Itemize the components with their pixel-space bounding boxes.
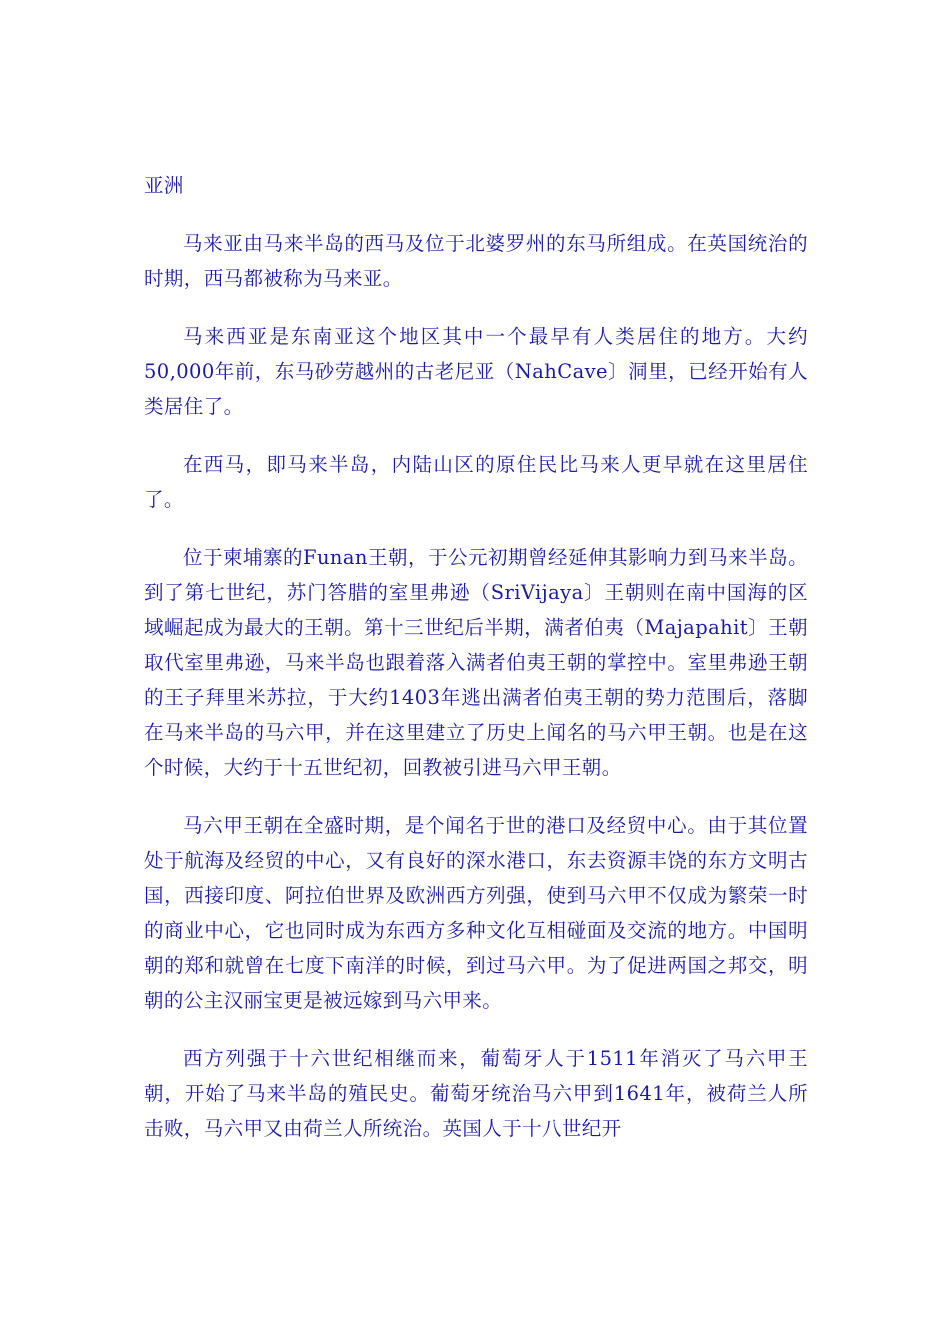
paragraph-2: 马来西亚是东南亚这个地区其中一个最早有人类居住的地方。大约50,000年前，东马砂劳越州的古老尼亚（NahCave〕洞里，已经开始有人类居住了。 bbox=[144, 325, 808, 418]
document-page bbox=[144, 168, 808, 1169]
paragraph-4: 位于柬埔寨的Funan王朝，于公元初期曾经延伸其影响力到马来半岛。到了第七世纪，苏门答腊的室里弗逊（SriVijaya〕王朝则在南中国海的区域崛起成为最大的王朝。第十三世纪后半期，满者伯夷（Majapahit〕王朝取代室里弗逊，马来半岛也跟着落入满者伯夷王朝的掌控中。室里弗逊王朝的王子拜里米苏拉，于大约1403年逃出满者伯夷王朝的势力范围后，落脚在马来半岛的马六甲，并在这里建立了历史上闻名的马六甲王朝。也是在这个时候，大约于十五世纪初，回教被引进马六甲王朝。 bbox=[144, 546, 808, 779]
paragraph-1: 马来亚由马来半岛的西马及位于北婆罗州的东马所组成。在英国统治的时期，西马都被称为马来亚。 bbox=[144, 232, 808, 290]
paragraph-6: 西方列强于十六世纪相继而来，葡萄牙人于1511年消灭了马六甲王朝，开始了马来半岛的殖民史。葡萄牙统治马六甲到1641年，被荷兰人所击败，马六甲又由荷兰人所统治。英国人于十八世纪开 bbox=[144, 1047, 808, 1140]
paragraph-3: 在西马，即马来半岛，内陆山区的原住民比马来人更早就在这里居住了。 bbox=[144, 453, 808, 511]
paragraph-5: 马六甲王朝在全盛时期，是个闻名于世的港口及经贸中心。由于其位置处于航海及经贸的中心，又有良好的深水港口，东去资源丰饶的东方文明古国，西接印度、阿拉伯世界及欧洲西方列强，使到马六甲不仅成为繁荣一时的商业中心，它也同时成为东西方多种文化互相碰面及交流的地方。中国明朝的郑和就曾在七度下南洋的时候，到过马六甲。为了促进两国之邦交，明朝的公主汉丽宝更是被远嫁到马六甲来。 bbox=[144, 814, 808, 1012]
section-heading: 亚洲 bbox=[144, 174, 184, 197]
